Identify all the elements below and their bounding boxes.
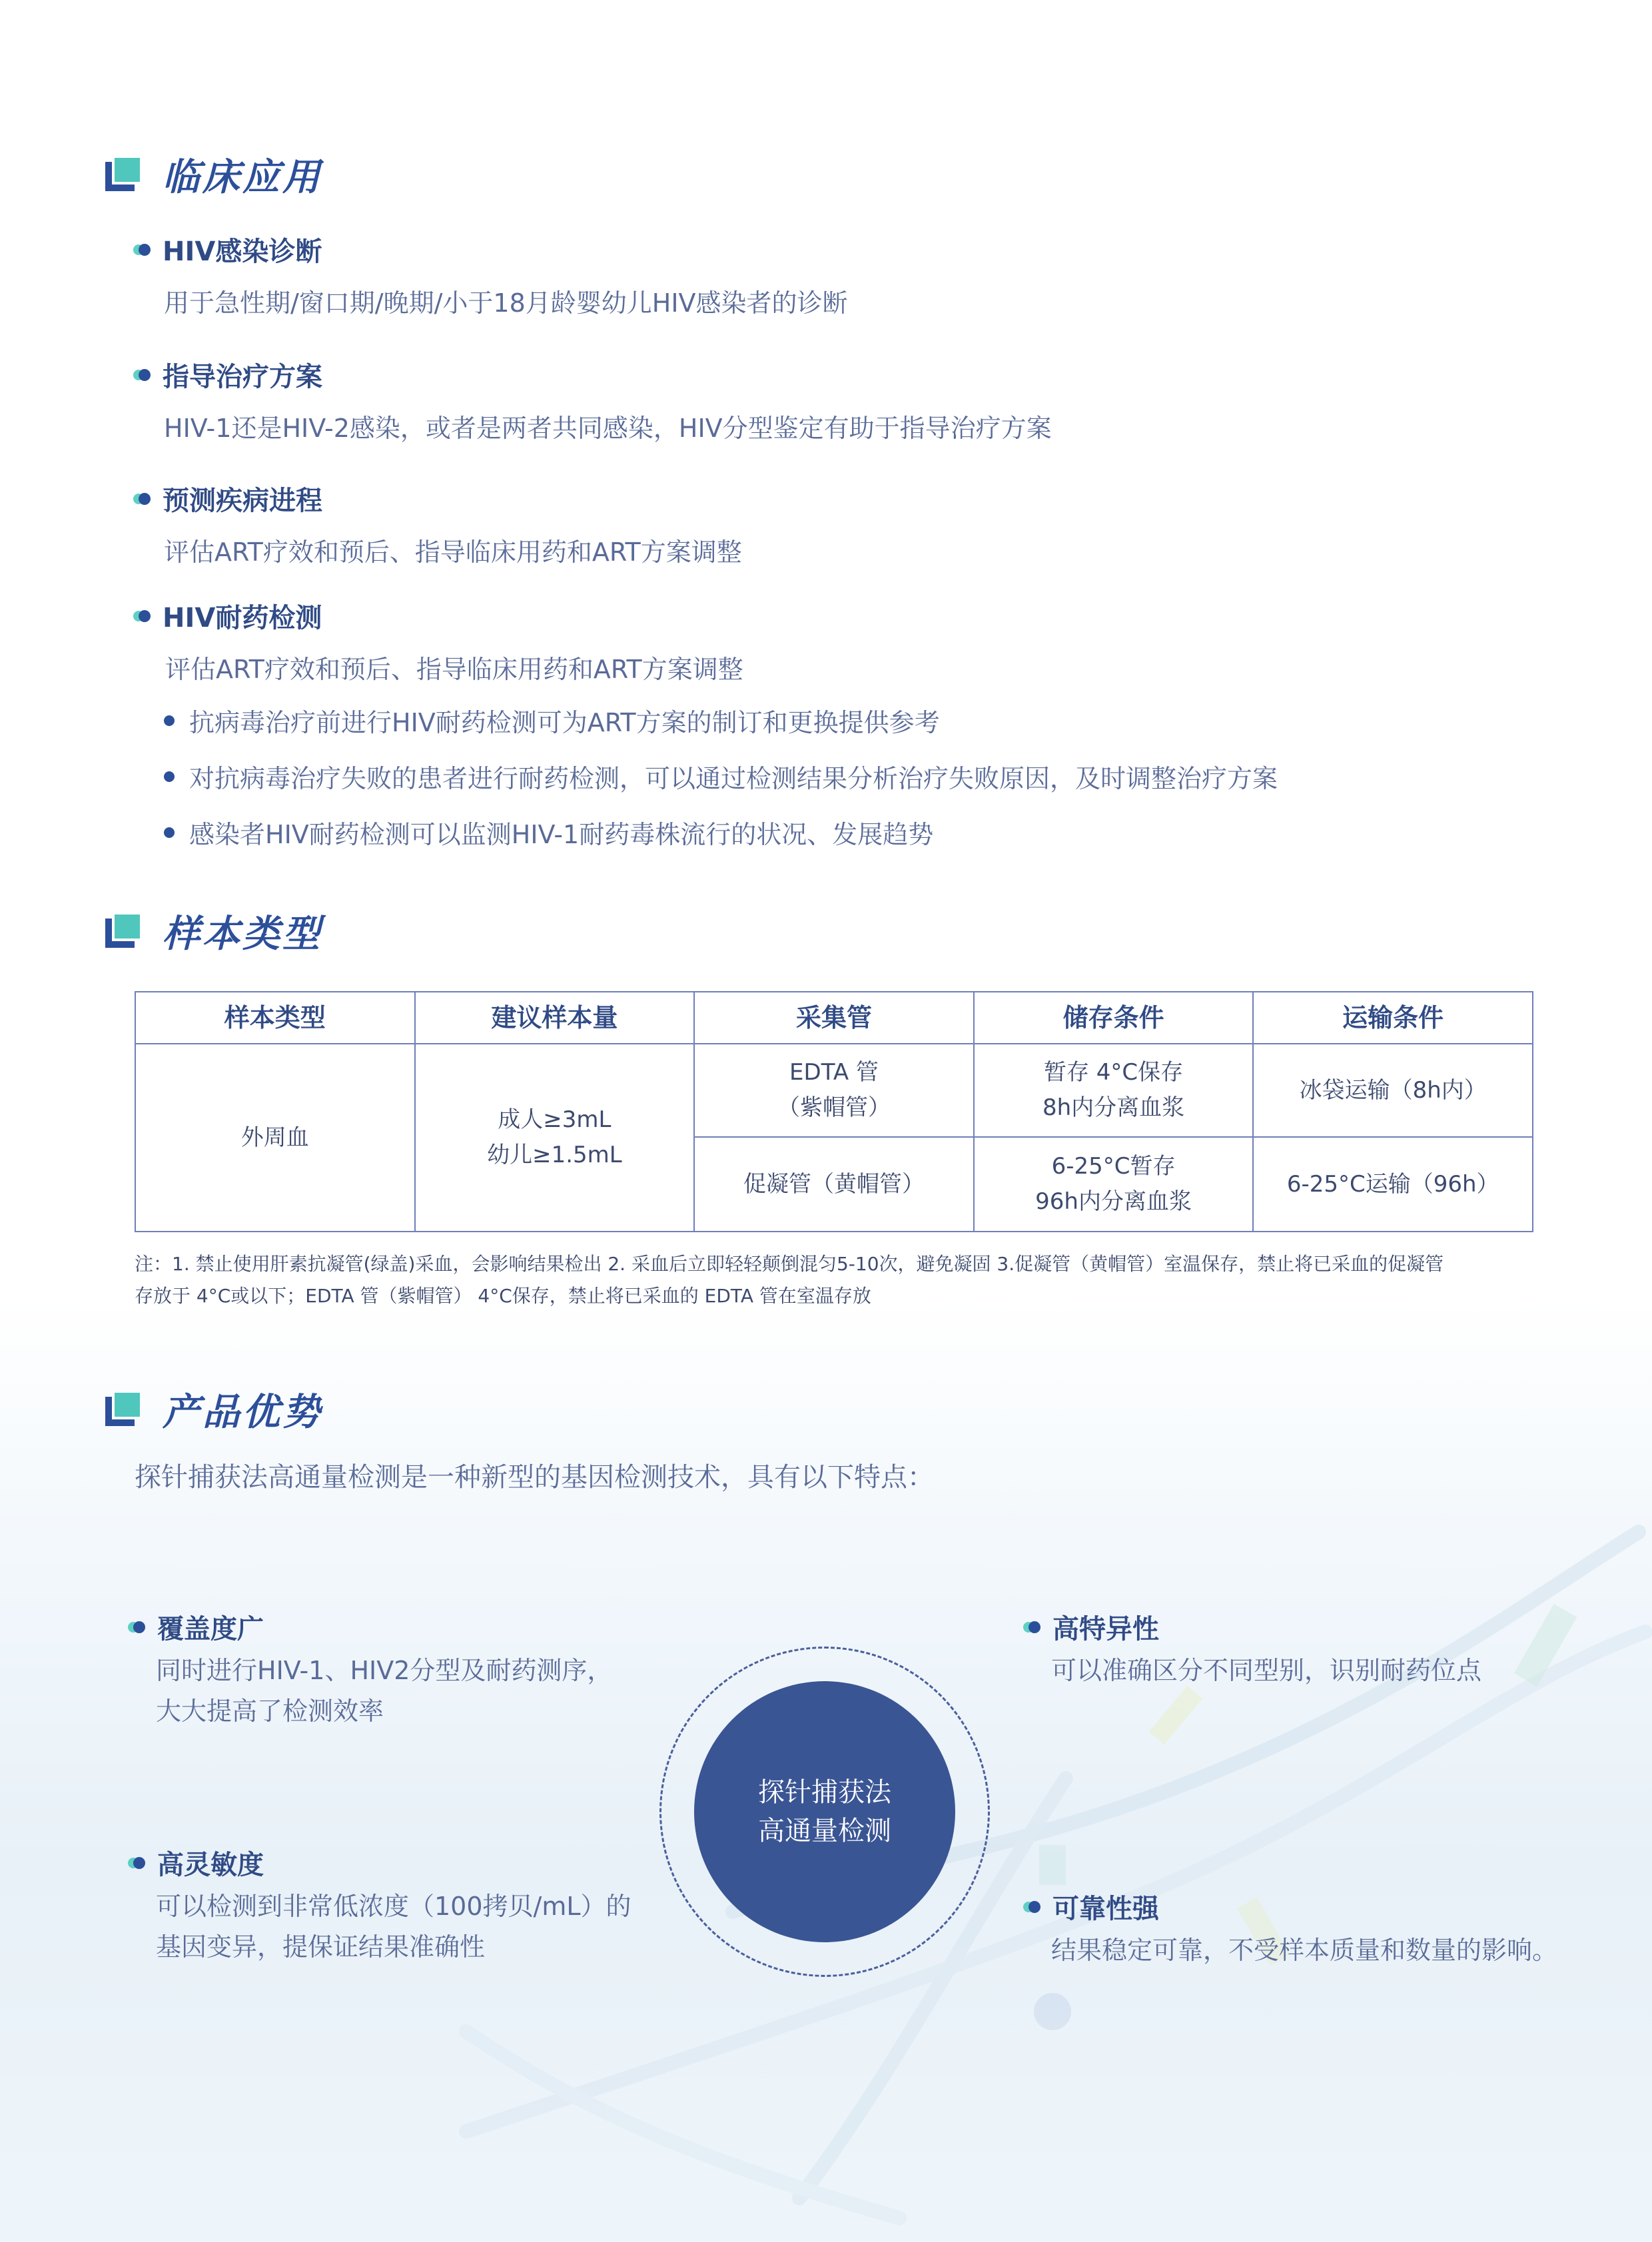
clinical-item-desc: 用于急性期/窗口期/晚期/小于18月龄婴幼儿HIV感染者的诊断	[164, 288, 848, 318]
bullet-icon	[128, 1857, 148, 1869]
table-note: 注：1. 禁止使用肝素抗凝管(绿盖)采血，会影响结果检出 2. 采血后立即轻轻颠倒混匀5-10次，避免凝固 3.促凝管（黄帽管）室温保存，禁止将已采血的促凝管 存放于 4°C或以下；EDTA 管（紫帽管） 4°C保存，禁止将已采血的 EDTA 管在室温存放	[135, 1253, 1444, 1307]
bullet-icon	[133, 610, 153, 622]
bullet-icon	[164, 771, 175, 782]
table-row	[135, 1044, 1533, 1137]
clinical-item-title: HIV耐药检测	[133, 597, 322, 635]
bullet-icon	[133, 244, 153, 256]
table-cell: 外周血	[135, 1044, 415, 1232]
bullet-icon	[128, 1621, 148, 1633]
table-header: 采集管	[694, 992, 974, 1044]
center-circle: 探针捕获法 高通量检测	[694, 1681, 955, 1942]
section-title-advantage	[105, 1383, 322, 1436]
section-logo-icon	[105, 1391, 141, 1427]
table-header: 建议样本量	[415, 992, 695, 1044]
section-title-clinical	[105, 148, 322, 201]
table-cell: 成人≥3mL 幼儿≥1.5mL	[415, 1044, 695, 1232]
section-title-sample	[105, 905, 322, 958]
feature-desc: 同时进行HIV-1、HIV2分型及耐药测序， 大大提高了检测效率	[156, 1656, 613, 1726]
table-header: 储存条件	[974, 992, 1254, 1044]
section-logo-icon	[105, 157, 141, 192]
bullet-icon	[164, 827, 175, 838]
feature-title: 可靠性强	[1023, 1888, 1159, 1926]
clinical-item-desc: 评估ART疗效和预后、指导临床用药和ART方案调整	[164, 538, 742, 567]
section-heading: 临床应用	[163, 156, 322, 199]
feature-title: 覆盖度广	[128, 1608, 264, 1646]
feature-desc: 可以检测到非常低浓度（100拷贝/mL）的 基因变异，提保证结果准确性	[156, 1892, 631, 1962]
table-cell: 6-25°C运输（96h）	[1253, 1137, 1533, 1232]
bullet-icon	[164, 715, 175, 726]
section-heading: 样本类型	[163, 913, 322, 956]
clinical-item-title: HIV感染诊断	[133, 230, 322, 268]
feature-desc: 结果稳定可靠，不受样本质量和数量的影响。	[1051, 1936, 1558, 1965]
clinical-item-title: 预测疾病进程	[133, 480, 322, 518]
clinical-item-title: 指导治疗方案	[133, 356, 322, 394]
table-header: 样本类型	[135, 992, 415, 1044]
clinical-item-desc: HIV-1还是HIV-2感染，或者是两者共同感染，HIV分型鉴定有助于指导治疗方案	[164, 414, 1052, 443]
feature-title: 高特异性	[1023, 1608, 1159, 1646]
clinical-item-desc: 评估ART疗效和预后、指导临床用药和ART方案调整	[165, 655, 743, 684]
list-item: 抗病毒治疗前进行HIV耐药检测可为ART方案的制订和更换提供参考	[164, 702, 940, 739]
table-header: 运输条件	[1253, 992, 1533, 1044]
bullet-icon	[1023, 1621, 1043, 1633]
section-logo-icon	[105, 913, 141, 949]
feature-title: 高灵敏度	[128, 1844, 264, 1882]
table-cell: 6-25°C暂存 96h内分离血浆	[974, 1137, 1254, 1232]
sample-table	[135, 991, 1533, 1232]
list-item: 对抗病毒治疗失败的患者进行耐药检测，可以通过检测结果分析治疗失败原因，及时调整治疗方案	[164, 758, 1278, 795]
section-heading: 产品优势	[163, 1391, 322, 1434]
bullet-icon	[133, 369, 153, 381]
list-item: 感染者HIV耐药检测可以监测HIV-1耐药毒株流行的状况、发展趋势	[164, 814, 933, 851]
advantage-intro: 探针捕获法高通量检测是一种新型的基因检测技术，具有以下特点：	[135, 1462, 934, 1493]
table-cell: 冰袋运输（8h内）	[1253, 1044, 1533, 1137]
table-header-row	[135, 992, 1533, 1044]
table-cell: 促凝管（黄帽管）	[694, 1137, 974, 1232]
feature-desc: 可以准确区分不同型别，识别耐药位点	[1051, 1656, 1482, 1685]
table-cell: EDTA 管 （紫帽管）	[694, 1044, 974, 1137]
table-cell: 暂存 4°C保存 8h内分离血浆	[974, 1044, 1254, 1137]
bullet-icon	[1023, 1901, 1043, 1913]
bullet-icon	[133, 493, 153, 505]
